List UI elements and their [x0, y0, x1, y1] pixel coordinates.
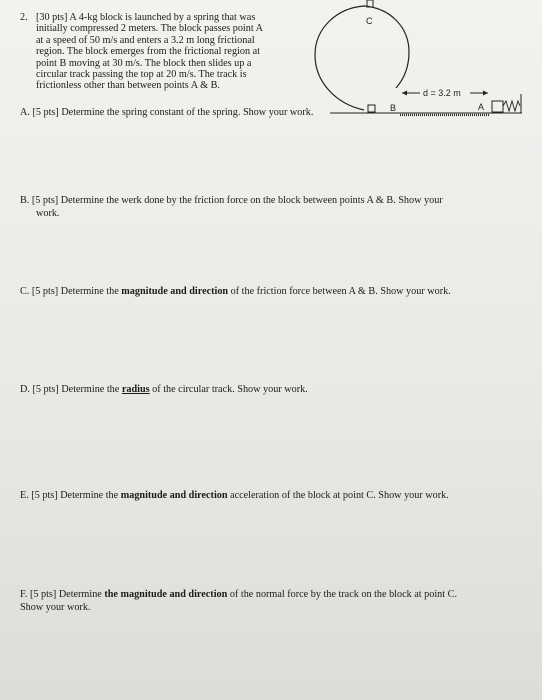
- part-f-label: F. [5 pts]: [20, 589, 57, 600]
- part-e-pre: Determine the: [60, 490, 119, 501]
- part-e-label: E. [5 pts]: [20, 490, 58, 501]
- statement-line-7: frictionless other than between points A & B.: [36, 80, 220, 92]
- part-b-line-2: work.: [36, 208, 60, 219]
- part-d-pre: Determine the: [61, 384, 120, 395]
- statement-line-1: [30 pts] A 4-kg block is launched by a spring that was: [36, 12, 256, 23]
- part-f-post: of the normal force by the track on the block at point C.: [229, 589, 457, 600]
- part-f-pre: Determine: [58, 589, 102, 600]
- statement-line-6: circular track passing the top at 20 m/s. The track is: [36, 69, 247, 81]
- question-2-statement: [20, 12, 310, 92]
- part-e-post: acceleration of the block at point C. Show your work.: [230, 490, 449, 501]
- distance-label: d = 3.2 m: [423, 88, 461, 98]
- statement-line-4: region. The block emerges from the frictional region at: [36, 46, 260, 58]
- part-d-post: of the circular track. Show your work.: [152, 384, 308, 395]
- part-c-post: of the friction force between A & B. Show your work.: [230, 286, 451, 297]
- part-b-label: B. [5 pts]: [20, 195, 59, 206]
- part-f-line-2: Show your work.: [20, 602, 91, 613]
- block-at-a: [492, 101, 503, 112]
- question-number: 2.: [20, 12, 28, 23]
- label-a: A: [478, 102, 485, 112]
- part-f: [20, 588, 520, 614]
- part-f-bold: the magnitude and direction: [104, 589, 228, 600]
- label-c: C: [366, 16, 373, 26]
- part-a: [20, 107, 313, 118]
- part-d: [20, 383, 308, 396]
- part-d-label: D. [5 pts]: [20, 384, 59, 395]
- part-e-bold: magnitude and direction: [120, 490, 228, 501]
- label-b: B: [390, 103, 397, 113]
- block-at-b: [368, 105, 375, 112]
- part-b: [20, 194, 500, 220]
- part-c: [20, 285, 451, 298]
- part-d-bold: radius: [121, 384, 150, 395]
- statement-line-2: initially compressed 2 meters. The block passes point A: [36, 23, 264, 35]
- part-c-pre: Determine the: [60, 286, 119, 297]
- part-a-text: Determine the spring constant of the spring. Show your work.: [61, 107, 314, 118]
- part-b-line-1: Determine the werk done by the friction force on the block between points A & B. Show your: [60, 195, 443, 206]
- part-a-label: A. [5 pts]: [20, 107, 59, 118]
- statement-line-3: at a speed of 50 m/s and enters a 3.2 m long frictional: [36, 34, 255, 46]
- statement-line-5: point B moving at 30 m/s. The block then slides up a: [36, 57, 252, 69]
- part-c-bold: magnitude and direction: [121, 286, 229, 297]
- part-e: [20, 489, 449, 502]
- spring: [503, 101, 520, 111]
- part-c-label: C. [5 pts]: [20, 286, 59, 297]
- circular-track: [315, 6, 409, 110]
